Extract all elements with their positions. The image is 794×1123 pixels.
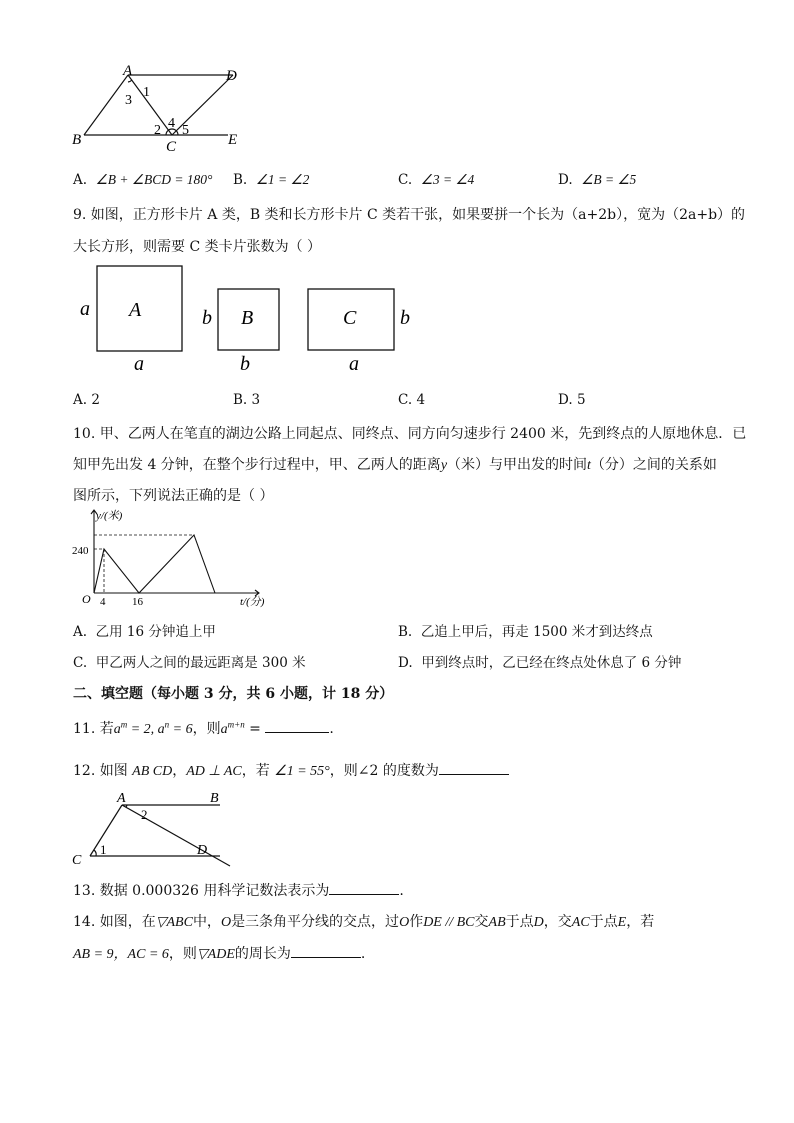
q9-card-c-bottom: a bbox=[349, 353, 359, 375]
q11-answer-blank[interactable] bbox=[265, 720, 329, 733]
q14-answer-blank[interactable] bbox=[291, 945, 361, 958]
q9-card-b-bottom: b bbox=[240, 353, 250, 375]
q13-stem: 13. 数据 0.000326 用科学记数法表示为 . bbox=[73, 883, 404, 899]
q9-option-d[interactable]: D. 5 bbox=[558, 392, 586, 408]
q12-figure bbox=[70, 786, 240, 868]
q12-stem: 12. 如图 AB CD，AD ⊥ AC，若 ∠1 = 55°，则∠2 的度数为 bbox=[73, 760, 509, 780]
q13-answer-blank[interactable] bbox=[329, 882, 399, 895]
q10-y-tick-240: 240 bbox=[72, 545, 89, 557]
q12-label-2: 2 bbox=[141, 807, 148, 822]
q9-card-c-side: b bbox=[400, 307, 410, 329]
q8-label-4: 4 bbox=[168, 116, 175, 131]
q9-option-b[interactable]: B. 3 bbox=[233, 392, 261, 408]
q10-option-a[interactable]: A. 乙用 16 分钟追上甲 bbox=[73, 624, 216, 640]
q10-stem-line1: 10. 甲、乙两人在笔直的湖边公路上同起点、同终点、同方向匀速步行 2400 米，先到终点的人原地休息．已 bbox=[73, 426, 747, 442]
q9-stem-line2: 大长方形，则需要 C 类卡片张数为（ ） bbox=[73, 239, 322, 255]
q8-label-2: 2 bbox=[154, 123, 161, 138]
q9-card-c-name: C bbox=[343, 307, 357, 329]
q8-label-E: E bbox=[228, 132, 238, 148]
q10-option-d[interactable]: D. 甲到终点时，乙已经在终点处休息了 6 分钟 bbox=[398, 655, 682, 671]
q10-y-label: y/(米) bbox=[96, 510, 123, 522]
q8-option-a[interactable]: A. ∠B + ∠BCD = 180° bbox=[73, 172, 213, 188]
q12-label-C: C bbox=[72, 853, 82, 868]
q10-x-label: t/(分) bbox=[240, 596, 265, 608]
q8-label-B: B bbox=[72, 132, 82, 148]
q12-label-1: 1 bbox=[100, 842, 107, 857]
q10-x-tick-4: 4 bbox=[100, 596, 106, 608]
q8-option-c[interactable]: C. ∠3 = ∠4 bbox=[398, 172, 475, 188]
q10-origin: O bbox=[82, 592, 91, 606]
q10-stem-line2: 知甲先出发 4 分钟，在整个步行过程中，甲、乙两人的距离y（米）与甲出发的时间t（分）之间的关系如 bbox=[73, 457, 717, 473]
q8-label-A: A bbox=[123, 64, 133, 79]
q8-figure bbox=[68, 64, 278, 158]
q9-card-b-side: b bbox=[202, 307, 212, 329]
q11-stem: 11. 若$a^m = 2$, $a^n = 6$，则$a^{m+n}$ = . bbox=[73, 719, 334, 737]
q8-label-1: 1 bbox=[143, 85, 150, 100]
q12-answer-blank[interactable] bbox=[439, 762, 509, 775]
q9-card-a-name: A bbox=[129, 299, 142, 321]
q10-graph bbox=[72, 505, 282, 611]
q9-stem-line1: 9. 如图，正方形卡片 A 类，B 类和长方形卡片 C 类若干张，如果要拼一个长为（a+2b），宽为（2a+b）的 bbox=[73, 207, 746, 223]
q9-option-a[interactable]: A. 2 bbox=[73, 392, 100, 408]
q9-card-b-name: B bbox=[241, 307, 254, 329]
q8-label-C: C bbox=[166, 139, 177, 155]
q8-option-b[interactable]: B. ∠1 = ∠2 bbox=[233, 172, 310, 188]
section2-title: 二、填空题（每小题 3 分，共 6 小题，计 18 分） bbox=[73, 686, 394, 702]
q10-option-b[interactable]: B. 乙追上甲后，再走 1500 米才到达终点 bbox=[398, 624, 653, 640]
q14-stem-line2: AB = 9，AC = 6，则▽ADE的周长为 . bbox=[73, 946, 366, 962]
q12-label-A: A bbox=[117, 791, 126, 806]
q9-card-a-bottom: a bbox=[134, 353, 144, 375]
q8-label-D: D bbox=[226, 68, 237, 84]
q12-label-D: D bbox=[197, 843, 208, 858]
q10-option-c[interactable]: C. 甲乙两人之间的最远距离是 300 米 bbox=[73, 655, 306, 671]
q8-option-d[interactable]: D. ∠B = ∠5 bbox=[558, 172, 637, 188]
q14-stem-line1: 14. 如图，在▽ABC中，O是三条角平分线的交点，过O作DE // BC交AB于点D，交AC于点E，若 bbox=[73, 914, 655, 930]
q12-label-B: B bbox=[210, 791, 219, 806]
q9-cards-figure bbox=[72, 260, 422, 378]
q8-label-3: 3 bbox=[125, 93, 132, 108]
q9-card-a-side: a bbox=[80, 298, 90, 320]
q10-stem-line3: 图所示，下列说法正确的是（ ） bbox=[73, 488, 274, 504]
q9-option-c[interactable]: C. 4 bbox=[398, 392, 426, 408]
q10-x-tick-16: 16 bbox=[132, 596, 143, 608]
q8-label-5: 5 bbox=[182, 123, 189, 138]
